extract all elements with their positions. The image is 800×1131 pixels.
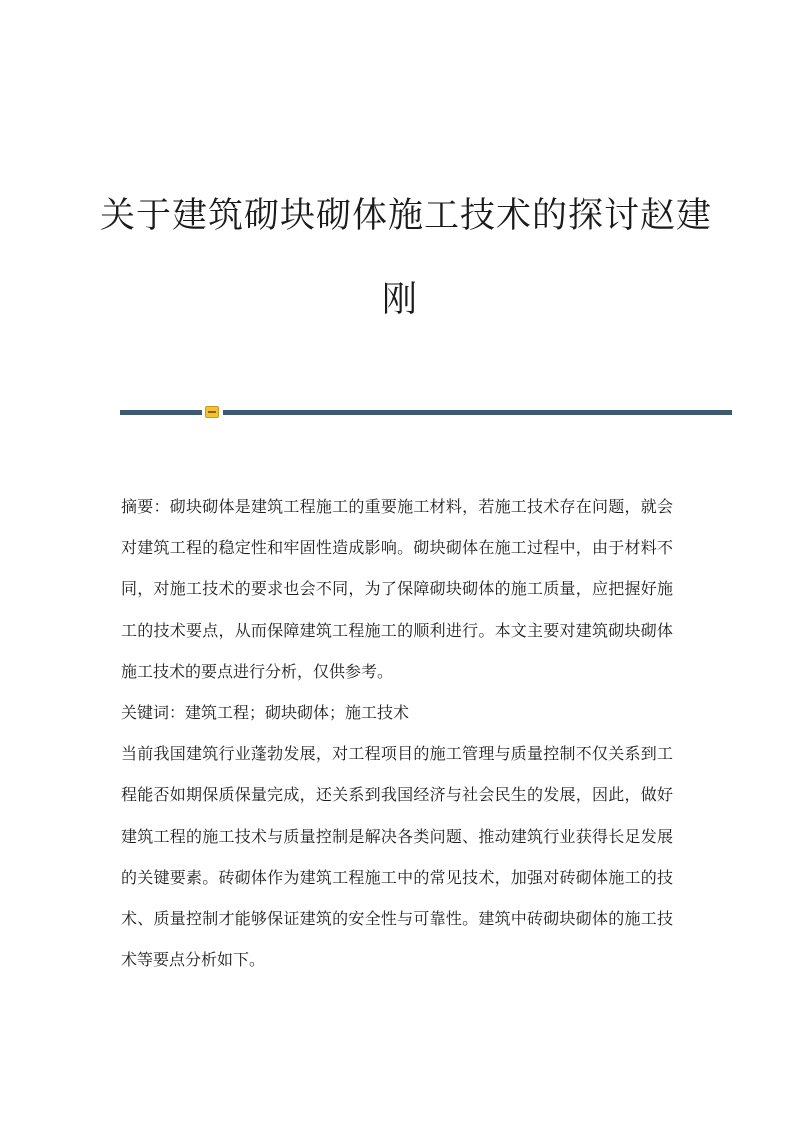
document-content	[121, 486, 673, 980]
divider-bar-left	[120, 410, 202, 415]
body-paragraph: 当前我国建筑行业蓬勃发展，对工程项目的施工管理与质量控制不仅关系到工程能否如期保质保量完成，还关系到我国经济与社会民生的发展，因此，做好建筑工程的施工技术与质量控制是解决各类问题、推动建筑行业获得长足发展的关键要素。砖砌体作为建筑工程施工中的常见技术，加强对砖砌体施工的技术、质量控制才能够保证建筑的安全性与可靠性。建筑中砖砌块砌体的施工技术等要点分析如下。	[121, 744, 673, 970]
document-title: 关于建筑砌块砌体施工技术的探讨赵建	[100, 196, 713, 236]
title-divider	[120, 405, 732, 419]
keywords-paragraph: 关键词：建筑工程；砌块砌体；施工技术	[121, 703, 410, 723]
document-emblem-icon	[205, 406, 219, 418]
document-title-continuation: 刚	[381, 280, 418, 320]
abstract-paragraph: 摘要：砌块砌体是建筑工程施工的重要施工材料，若施工技术存在问题，就会对建筑工程的稳定性和牢固性造成影响。砌块砌体在施工过程中，由于材料不同，对施工技术的要求也会不同，为了保障砌块砌体的施工质量，应把握好施工的技术要点，从而保障建筑工程施工的顺利进行。本文主要对建筑砌块砌体施工技术的要点进行分析，仅供参考。	[121, 497, 673, 681]
divider-bar-right	[223, 410, 732, 415]
